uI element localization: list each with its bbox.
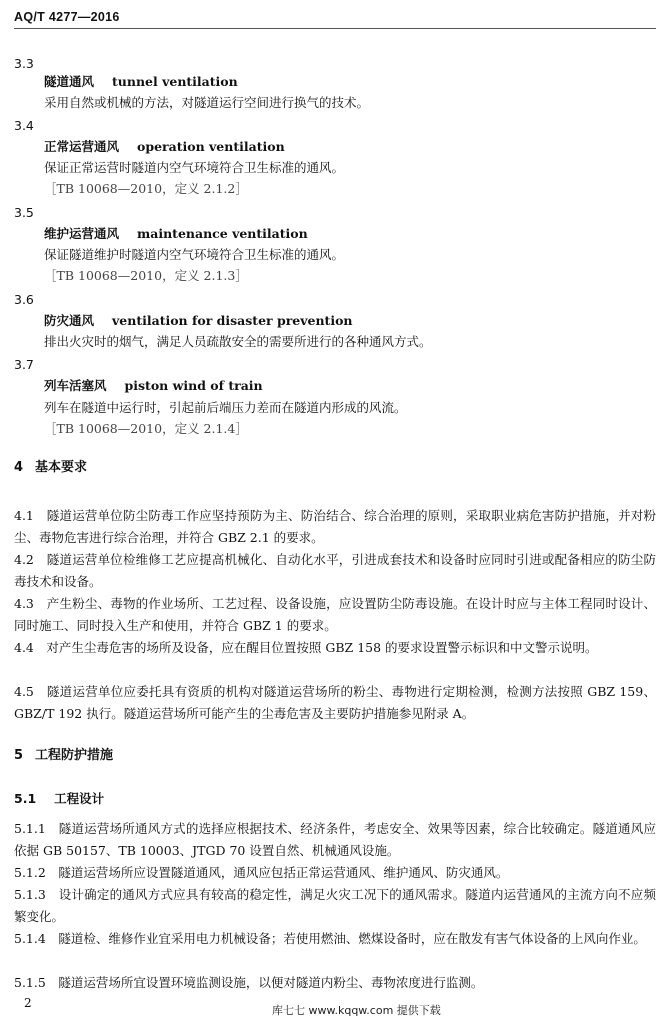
clause-number: 4.4 (14, 640, 34, 655)
term-definition: 采用自然或机械的方法，对隧道运行空间进行换气的技术。 (44, 95, 370, 110)
term-definition: 列车在隧道中运行时，引起前后端压力差而在隧道内形成的风流。 (44, 400, 407, 415)
term-zh: 正常运营通风 (44, 139, 120, 154)
section-number: 4 (14, 460, 24, 475)
term-number: 3.4 (14, 118, 34, 133)
section-heading (14, 748, 113, 764)
clause-text: 产生粉尘、毒物的作业场所、工艺过程、设备设施，应设置防尘防毒设施。在设计时应与主体工程同时设计、同时施工、同时投入生产和使用，并符合 GBZ 1 的要求。 (14, 596, 656, 633)
clause-text: 隧道运营单位防尘防毒工作应坚持预防为主、防治结合、综合治理的原则，采取职业病危害防护措施，并对粉尘、毒物危害进行综合治理，并符合 GBZ 2.1 的要求。 (14, 508, 656, 545)
clause-text: 隧道运营场所宜设置环境监测设施，以便对隧道内粉尘、毒物浓度进行监测。 (58, 975, 484, 990)
clause-number: 4.1 (14, 508, 34, 523)
clause-text: 对产生尘毒危害的场所及设备，应在醒目位置按照 GBZ 158 的要求设置警示标识和中文警示说明。 (46, 640, 598, 655)
term-title (44, 378, 263, 394)
clause-text: 隧道运营单位检维修工艺应提高机械化、自动化水平，引进成套技术和设备时应同时引进或配备相应的防尘防毒技术和设备。 (14, 552, 656, 589)
clause (14, 505, 656, 548)
term-zh: 列车活塞风 (44, 378, 107, 393)
clause-text: 隧道运营单位应委托具有资质的机构对隧道运营场所的粉尘、毒物进行定期检测，检测方法按照 GBZ 159、GBZ/T 192 执行。隧道运营场所可能产生的尘毒危害及主要防护措施参见附录 A。 (14, 684, 656, 721)
clause-number: 4.2 (14, 552, 34, 567)
term-en: piston wind of train (124, 378, 263, 393)
term-zh: 维护运营通风 (44, 226, 120, 241)
term-definition: 保证正常运营时隧道内空气环境符合卫生标准的通风。 (44, 160, 345, 175)
clause-text: 隧道运营场所通风方式的选择应根据技术、经济条件，考虑安全、效果等因素，综合比较确定。隧道通风应依据 GB 50157、TB 10003、JTGD 70 设置自然、机械通风设施。 (14, 821, 656, 858)
clause (14, 884, 656, 927)
clause-text: 设计确定的通风方式应具有较高的稳定性，满足火灾工况下的通风需求。隧道内运营通风的主流方向不应频繁变化。 (14, 887, 656, 924)
subsection-title: 工程设计 (54, 791, 105, 806)
term-number: 3.3 (14, 56, 34, 71)
term-number: 3.7 (14, 357, 34, 372)
term-number: 3.6 (14, 292, 34, 307)
section-number: 5 (14, 748, 24, 763)
clause (14, 593, 656, 636)
section-heading (14, 460, 87, 476)
clause (14, 549, 656, 592)
term-reference: ［TB 10068—2010，定义 2.1.4］ (44, 421, 248, 436)
term-zh: 防灾通风 (44, 313, 95, 328)
term-title (44, 74, 238, 90)
clause-text: 隧道运营场所应设置隧道通风，通风应包括正常运营通风、维护通风、防灾通风。 (58, 865, 509, 880)
term-en: maintenance ventilation (137, 226, 308, 241)
clause-number: 5.1.2 (14, 865, 46, 880)
clause (14, 637, 656, 659)
term-en: operation ventilation (137, 139, 285, 154)
term-zh: 隧道通风 (44, 74, 95, 89)
clause (14, 862, 656, 884)
clause (14, 818, 656, 861)
download-watermark: 库七七 www.kqqw.com 提供下载 (272, 1004, 441, 1017)
term-en: ventilation for disaster prevention (112, 313, 353, 328)
term-number: 3.5 (14, 205, 34, 220)
term-en: tunnel ventilation (112, 74, 238, 89)
term-reference: ［TB 10068—2010，定义 2.1.3］ (44, 268, 248, 283)
term-title (44, 226, 308, 242)
subsection-heading (14, 791, 104, 807)
clause-number: 5.1.3 (14, 887, 46, 902)
term-title (44, 313, 353, 329)
term-definition: 排出火灾时的烟气，满足人员疏散安全的需要所进行的各种通风方式。 (44, 334, 432, 349)
page-number: 2 (24, 996, 32, 1010)
term-definition: 保证隧道维护时隧道内空气环境符合卫生标准的通风。 (44, 247, 345, 262)
clause-number: 5.1.1 (14, 821, 46, 836)
clause (14, 972, 656, 994)
clause-text: 隧道检、维修作业宜采用电力机械设备；若使用燃油、燃煤设备时，应在散发有害气体设备的上风向作业。 (58, 931, 646, 946)
clause-number: 4.3 (14, 596, 34, 611)
header-rule (14, 28, 656, 29)
clause (14, 928, 656, 950)
standard-code-header: AQ/T 4277—2016 (14, 10, 120, 24)
section-title: 工程防护措施 (35, 748, 114, 763)
subsection-number: 5.1 (14, 791, 37, 806)
section-title: 基本要求 (35, 460, 88, 475)
term-reference: ［TB 10068—2010，定义 2.1.2］ (44, 181, 248, 196)
clause (14, 681, 656, 724)
clause-number: 5.1.4 (14, 931, 46, 946)
clause-number: 4.5 (14, 684, 34, 699)
term-title (44, 139, 285, 155)
clause-number: 5.1.5 (14, 975, 46, 990)
